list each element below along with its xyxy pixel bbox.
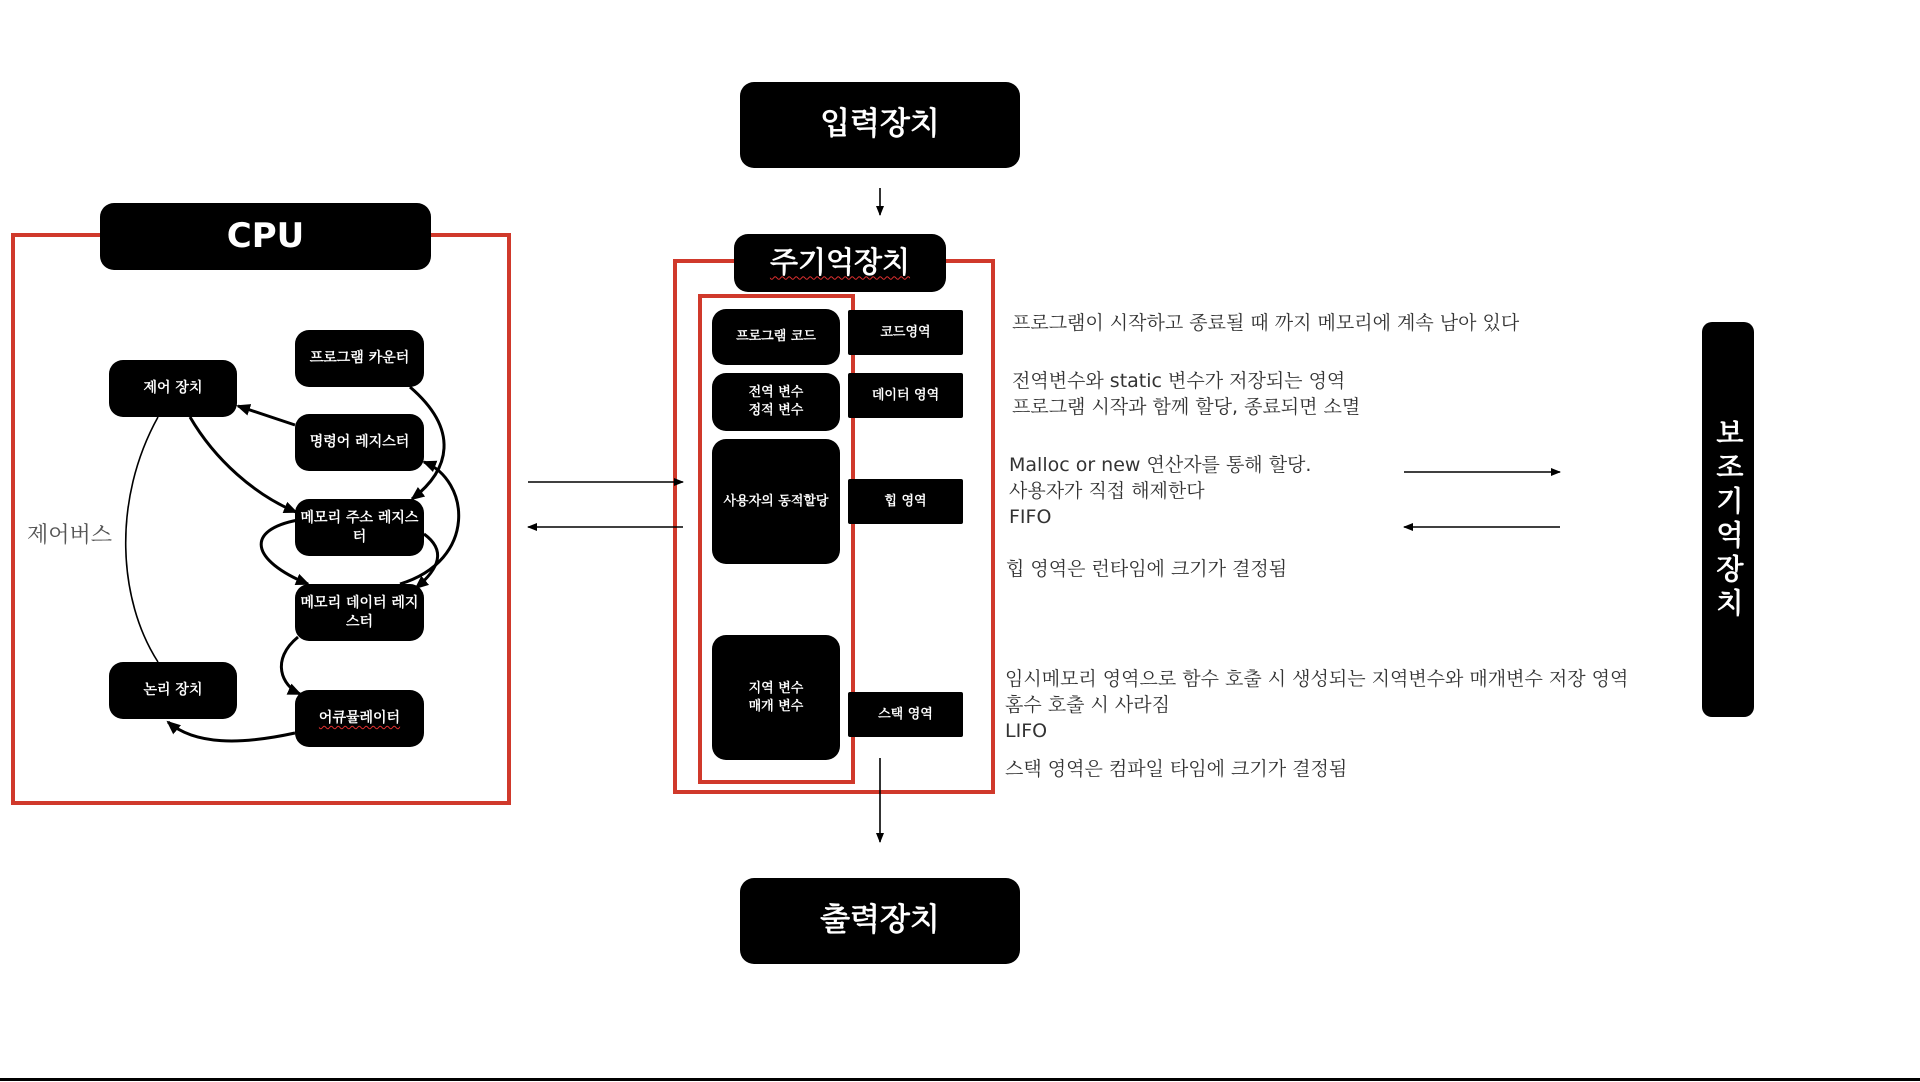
code-area-label: 코드영역 (880, 324, 931, 340)
secondary-storage-label: 보조기억장치 (1711, 417, 1745, 622)
stack-area-note: 임시메모리 영역으로 함수 호출 시 생성되는 지역변수와 매개변수 저장 영역 홈수 호출 시 사라짐 LIFO (1005, 668, 1629, 742)
heap-area-note: Malloc or new 연산자를 통해 할당. 사용자가 직접 해제한다 FIFO (1009, 454, 1312, 528)
program-code-label: 프로그램 코드 (736, 329, 816, 345)
mar-label: 메모리 주소 레지스 터 (300, 509, 419, 545)
stack-area-label: 스택 영역 (878, 706, 933, 722)
stack-area-note-compile: 스택 영역은 컴파일 타임에 크기가 결정됨 (1005, 758, 1348, 780)
control-bus-label: 제어버스 (27, 523, 113, 548)
data-area-note: 전역변수와 static 변수가 저장되는 영역 프로그램 시작과 함께 할당, 종료되면 소멸 (1012, 370, 1361, 418)
instruction-register-label: 명령어 레지스터 (309, 434, 410, 451)
heap-area-note-runtime: 힙 영역은 런타임에 크기가 결정됨 (1006, 558, 1288, 580)
bottom-rule (0, 1078, 1920, 1081)
program-counter-to-mar-arrow (410, 387, 444, 499)
accumulator-label: 어큐뮬레이터 (318, 710, 401, 727)
main-memory-title: 주기억장치 (769, 245, 911, 280)
input-device-label: 입력장치 (820, 106, 940, 143)
instruction-register-to-control-arrow (238, 406, 295, 425)
control-to-mar-arrow (190, 417, 296, 512)
mdr-to-accumulator-arrow (281, 637, 300, 694)
heap-area-label: 힙 영역 (884, 493, 927, 509)
output-device-label: 출력장치 (820, 902, 940, 939)
program-counter-label: 프로그램 카운터 (309, 350, 410, 367)
control-unit-label: 제어 장치 (143, 380, 203, 397)
code-area-note: 프로그램이 시작하고 종료될 때 까지 메모리에 계속 남아 있다 (1012, 312, 1520, 334)
dynamic-alloc-label: 사용자의 동적할당 (723, 493, 829, 509)
cpu-title: CPU (226, 215, 305, 256)
local-param-label: 지역 변수 매개 변수 (748, 680, 804, 714)
control-bus-line (126, 417, 158, 662)
mar-mdr-right-link (416, 534, 438, 588)
global-static-label: 전역 변수 정적 변수 (748, 385, 804, 418)
logic-unit-label: 논리 장치 (143, 682, 203, 699)
accumulator-to-logic-arrow (168, 722, 295, 741)
data-area-label: 데이터 영역 (871, 387, 940, 403)
mdr-label: 메모리 데이터 레지 스터 (300, 594, 419, 630)
mar-to-mdr-arrow (261, 520, 308, 584)
mdr-to-instruction-register-arrow (400, 462, 459, 584)
